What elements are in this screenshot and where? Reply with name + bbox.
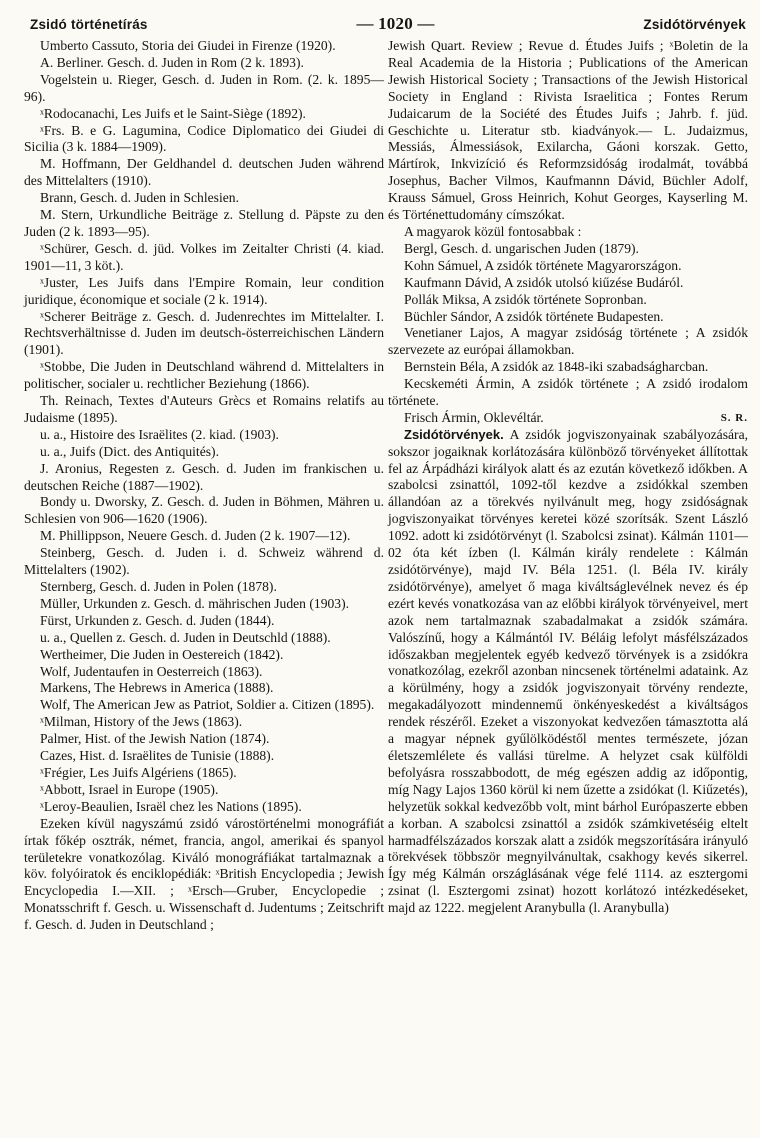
bibliography-entry — [388, 38, 748, 224]
entry-text: Vogelstein u. Rieger, Gesch. d. Juden in Rom. (2. k. 1895—96). — [24, 71, 384, 104]
entry-text: Kohn Sámuel, A zsidók története Magyarországon. — [404, 257, 682, 273]
entry-text: Wertheimer, Die Juden in Oestereich (1842). — [40, 646, 284, 662]
bibliography-entry — [388, 359, 748, 376]
entry-text: ˣFrégier, Les Juifs Algériens (1865). — [40, 764, 237, 780]
entry-text: J. Aronius, Regesten z. Gesch. d. Juden im frankischen u. deutschen Reiche (1887—1902). — [24, 460, 384, 493]
bibliography-entry — [24, 359, 384, 393]
bibliography-entry — [24, 494, 384, 528]
bibliography-entry — [24, 782, 384, 799]
bibliography-entry — [24, 596, 384, 613]
bibliography-entry — [24, 427, 384, 444]
bibliography-entry — [24, 241, 384, 275]
bibliography-entry — [24, 613, 384, 630]
entry-text: u. a., Quellen z. Gesch. d. Juden in Deutschld (1888). — [40, 629, 331, 645]
bibliography-entry — [24, 156, 384, 190]
entry-text: Bergl, Gesch. d. ungarischen Juden (1879). — [404, 240, 639, 256]
bibliography-entry — [24, 680, 384, 697]
bibliography-entry — [388, 325, 748, 359]
entry-text: Wolf, The American Jew as Patriot, Soldier a. Citizen (1895). — [40, 697, 375, 713]
bibliography-entry — [24, 748, 384, 765]
entry-text: Bernstein Béla, A zsidók az 1848-iki szabadságharcban. — [404, 359, 709, 375]
text-columns — [24, 38, 748, 934]
entry-text: Sternberg, Gesch. d. Juden in Polen (1878). — [40, 579, 277, 594]
entry-text: Brann, Gesch. d. Juden in Schlesien. — [40, 190, 239, 206]
entry-text: ˣMilman, History of the Jews (1863). — [40, 714, 243, 730]
bibliography-entry — [24, 528, 384, 545]
bibliography-entry — [24, 72, 384, 106]
bibliography-entry — [24, 275, 384, 309]
entry-text: Pollák Miksa, A zsidók története Sopronban. — [404, 291, 647, 307]
bibliography-entry — [24, 765, 384, 782]
entry-text: Wolf, Judentaufen in Oesterreich (1863). — [40, 663, 263, 679]
entry-text: ˣLeroy-Beaulien, Israël chez les Nations (1895). — [40, 798, 302, 814]
entry-text: A magyarok közül fontosabbak : — [404, 223, 582, 239]
entry-text: Fürst, Urkunden z. Gesch. d. Juden (1844). — [40, 612, 275, 628]
entry-text: Th. Reinach, Textes d'Auteurs Grècs et Romains relatifs au Judaisme (1895). — [24, 393, 384, 425]
entry-text: u. a., Juifs (Dict. des Antiquités). — [40, 443, 219, 459]
bibliography-entry — [24, 444, 384, 461]
entry-text: ˣRodocanachi, Les Juifs et le Saint-Siège (1892). — [40, 105, 306, 121]
entry-text: u. a., Histoire des Israëlites (2. kiad. (1903). — [40, 426, 279, 442]
bibliography-entry — [388, 224, 748, 241]
bibliography-entry — [24, 309, 384, 360]
bibliography-entry — [24, 461, 384, 495]
paragraph — [388, 427, 748, 917]
entry-text: Jewish Quart. Review ; Revue d. Études Juifs ; ˣBoletin de la Real Academia de la Historia ; Publications of the American Jewish Historical Society ; Transactions of the Jewish Historical Society in England : Rivista Israelitica ; Fontes Rerum Judaicarum de la Société des Études Juifs ; Jahrb. f. jüd. Geschichte u. Literatur stb. kiadványok.— L. Judaizmus, Messiás, Álmessiások, Exilarcha, Gáoni korszak. Getto, Mártírok, Inkvizíció és Reformzsidóság irodalmát, továbbá Josephus, Bacher Vilmos, Kaufmannn Dávid, Büchler Adolf, Krauss Sámuel, Gross Heinrich, Kohut Georges, Kayserling M. és Történettudomány címszókat. — [388, 38, 748, 223]
bibliography-entry — [388, 292, 748, 309]
entry-headword: Zsidótörvények. — [404, 426, 504, 442]
bibliography-entry — [388, 275, 748, 292]
bibliography-entry — [24, 714, 384, 731]
right-column — [388, 38, 748, 934]
entry-text: S. R. — [720, 411, 748, 424]
bibliography-entry — [24, 393, 384, 427]
entry-text: Bondy u. Dworsky, Z. Gesch. d. Juden in Böhmen, Mähren u. Schlesien von 906—1620 (1906). — [24, 494, 384, 527]
bibliography-entry — [388, 376, 748, 410]
entry-text: Palmer, Hist. of the Jewish Nation (1874). — [40, 731, 270, 747]
entry-text: Büchler Sándor, A zsidók története Budapesten. — [404, 308, 664, 324]
entry-text: Kaufmann Dávid, A zsidók utolsó kiűzése Budáról. — [404, 274, 684, 290]
bibliography-entry — [24, 731, 384, 748]
running-head — [24, 14, 748, 36]
entry-text: A zsidók jogviszonyainak szabályozására, sokszor jogaiknak korlátozására különböző törvényeket állítottak fel az Árpádházi királyok alatt és az ezután következő időkben. A szabolcsi zsinattól, 1092-től kezdve a zsidókkal szemben állandóan az a törekvés nyilvánult meg, hogy zsidóságnak jogviszonyaikat törvényes keretei közé szorítsák. Szent László 1092. adott ki zsidótörvényt (l. Szabolcsi zsinat). Kálmán 1101—02 óta két ízben (l. Kálmán király rendelete : Kálmán zsidótörvénye), majd IV. Béla 1251. (l. Béla IV. király zsidótörvénye), amelyet ő maga kiváltságlevélnek nevez és ép ezért kevés vonatkozása van az előbbi királyok törvényeivel, mert azok nem tartalmaznak szabadalmakat a zsidók számára. Valószínű, hogy a Kálmántól IV. Béláig lefolyt másfélszázados időszakban megjelentek egyéb kedvező törvények is a zsidókra vonatkozólag, ezekről azonban nincsenek történelmi adataink. Az a körülmény, hogy a zsidók jogviszonyait törvény rendezte, megakadályozott mindennemű önkényeskedést a kiváltságos rendek részéről. Ezeket a viszonyokat kedvezően támasztotta alá a magyar népnek gyűlölködéstől mentes természete, józan életszemlélete és vallási türelme. A helyzet csak külföldi befolyásra rosszabbodott, de még egészen addig az időpontig, míg Nagy Lajos 1360 körül ki nem űzette a zsidókat (l. Kiűzetés), helyzetük sokkal kedvezőbb volt, mint bárhol Európaszerte ebben a korban. A szabolcsi zsinattól a zsidók számkivetéséig eltelt harmadfélszázados korszak alatt a zsidók megszorítására irányuló törekvések többször megnyilvánultak, csakhogy kevés sikerrel. Így még Kálmán országlásának vége felé 1114. az esztergomi zsinat (l. Esztergomi zsinat) hozott korlátozó intézkedéseket, majd az 1222. megjelent Aranybulla (l. Aranybulla) — [388, 426, 748, 916]
bibliography-entry — [24, 647, 384, 664]
entry-text: Cazes, Hist. d. Israëlites de Tunisie (1888). — [40, 748, 275, 764]
entry-text: ˣScherer Beiträge z. Gesch. d. Judenrechtes im Mittelalter. I. Rechtsverhältnisse d. Juden im deutsch-österreichischen Ländern (1901). — [24, 308, 384, 358]
left-column — [24, 38, 384, 934]
bibliography-entry — [24, 697, 384, 714]
entry-text: ˣFrs. B. e G. Lagumina, Codice Diplomatico dei Giudei di Sicilia (3 k. 1884—1909). — [24, 122, 384, 155]
bibliography-entry — [388, 258, 748, 275]
entry-text: Müller, Urkunden z. Gesch. d. mährischen Juden (1903). — [40, 595, 350, 611]
entry-text: ˣAbbott, Israel in Europe (1905). — [40, 781, 219, 797]
bibliography-entry — [24, 106, 384, 123]
entry-text: Umberto Cassuto, Storia dei Giudei in Firenze (1920). — [40, 38, 336, 53]
bibliography-entry — [24, 579, 384, 596]
paragraph — [24, 816, 384, 934]
bibliography-entry — [388, 241, 748, 258]
entry-text: M. Hoffmann, Der Geldhandel d. deutschen Juden während des Mittelalters (1910). — [24, 156, 384, 189]
bibliography-entry — [24, 190, 384, 207]
bibliography-entry — [24, 38, 384, 55]
entry-text: M. Phillippson, Neuere Gesch. d. Juden (2 k. 1907—12). — [40, 528, 351, 544]
page-number: — 1020 — — [356, 14, 435, 33]
bibliography-entry — [24, 664, 384, 681]
entry-text: Venetianer Lajos, A magyar zsidóság története ; A zsidók szervezete az európai államokban. — [388, 325, 748, 358]
bibliography-entry — [24, 545, 384, 579]
entry-text: Markens, The Hebrews in America (1888). — [40, 680, 274, 696]
header-left-keyword: Zsidó történetírás — [30, 17, 148, 32]
entry-text: Ezeken kívül nagyszámú zsidó várostörténelmi monográfiát írtak főkép osztrák, német, francia, angol, amerikai és spanyol területekre vonatkozólag. Kiváló monográfiákat tartalmaznak a köv. folyóiratok és enciklopédiák: ˣBritish Encyclopedia ; Jewish Encyclopedia I.—XII. ; ˣErsch—Gruber, Encyclopedie ; Monatsschrift f. Gesch. u. Wissenschaft d. Judentums ; Zeitschrift f. Gesch. d. Juden in Deutschland ; — [24, 815, 384, 933]
bibliography-entry — [388, 309, 748, 326]
bibliography-entry — [24, 123, 384, 157]
entry-text: Steinberg, Gesch. d. Juden i. d. Schweiz während d. Mittelalters (1902). — [24, 545, 384, 578]
entry-text: ˣSchürer, Gesch. d. jüd. Volkes im Zeitalter Christi (4. kiad. 1901—11, 3 köt.). — [24, 240, 384, 273]
entry-text: ˣJuster, Les Juifs dans l'Empire Romain, leur condition juridique, économique et sociale (2 k. 1914). — [24, 274, 384, 307]
bibliography-entry — [24, 207, 384, 241]
entry-text: Kecskeméti Ármin, A zsidók története ; A zsidó irodalom története. — [388, 376, 748, 409]
entry-text: Frisch Ármin, Oklevéltár. — [404, 409, 544, 425]
bibliography-entry — [24, 630, 384, 647]
entry-text: ˣStobbe, Die Juden in Deutschland während d. Mittelalters in politischer, socialer u. rechtlicher Beziehung (1866). — [24, 359, 384, 392]
entry-text: M. Stern, Urkundliche Beiträge z. Stellung d. Päpste zu den Juden (2 k. 1893—95). — [24, 207, 384, 239]
bibliography-entry — [24, 55, 384, 72]
entry-text: A. Berliner. Gesch. d. Juden in Rom (2 k. 1893). — [40, 54, 304, 70]
header-right-keyword: Zsidótörvények — [643, 17, 746, 32]
bibliography-entry — [24, 799, 384, 816]
